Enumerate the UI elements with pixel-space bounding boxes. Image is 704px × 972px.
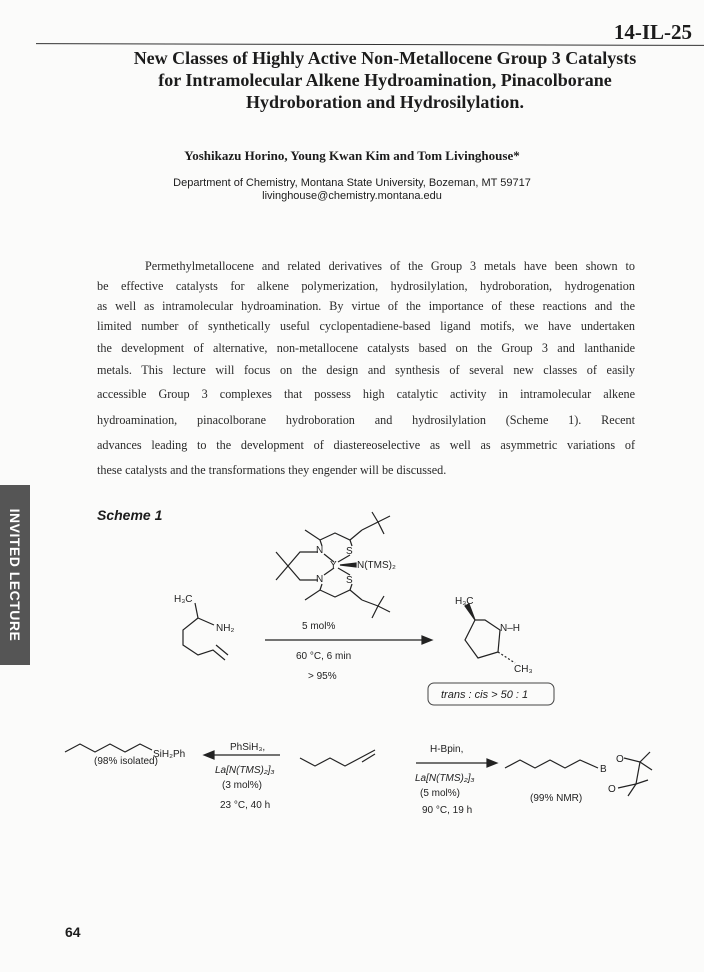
arrowhead-icon [487,759,497,767]
hydrosilylation-reagent: PhSiH₃, [230,742,266,753]
body-line: metals. This lecture will focus on the design and synthesis of several new classes of easily [97,363,635,377]
catalyst-s1: S [346,546,353,557]
body-line: advances leading to the development of diastereoselective as well as asymmetric variations of [97,438,635,452]
product-nh: N–H [500,623,521,634]
boronate-chain [505,760,598,768]
hydroamination-loading: 5 mol% [302,621,336,632]
hydroamination-yield: > 95% [308,671,337,682]
scheme-label: Scheme 1 [97,507,163,523]
oxygen-atom-2: O [608,784,616,795]
hexene-double-bond [362,754,375,762]
authors: Yoshikazu Horino, Young Kwan Kim and Tom Livinghouse* [184,148,520,163]
body-line: these catalysts and the transformations they engender will be discussed. [97,463,447,477]
hydrosilylation-catalyst: La[N(TMS)₂]₃ [215,765,275,776]
oxygen-atom-1: O [616,754,624,765]
hydroboration-yield: (99% NMR) [530,793,583,804]
hydrosilylation-loading: (3 mol%) [222,780,263,791]
body-line: be effective catalysts for alkene polymerization, hydrosilylation, hydroboration, hydrogenation [97,279,635,293]
silane-product-group: SiH₂Ph [153,749,186,760]
boron-atom: B [600,764,607,775]
substrate-amine: NH₂ [216,623,235,634]
arrowhead-icon [422,636,432,644]
pyrrolidine-product [455,596,533,675]
hydroboration-loading: (5 mol%) [420,788,461,799]
hydrosilylation-conditions: 23 °C, 40 h [220,800,271,811]
body-line: accessible Group 3 complexes that possess high catalytic activity in intramolecular alkene [97,387,635,401]
substrate-structure [174,594,234,660]
title-line-2: for Intramolecular Alkene Hydroamination, Pinacolborane [158,70,612,90]
product-methyl-2: CH₃ [514,664,533,675]
title-line-3: Hydroboration and Hydrosilylation. [246,92,524,112]
catalyst-metal: Y [330,560,337,571]
email: livinghouse@chemistry.montana.edu [262,190,442,202]
title-line-1: New Classes of Highly Active Non-Metallocene Group 3 Catalysts [133,48,637,68]
hexyl-chain [65,744,152,752]
page-number: 64 [65,924,81,940]
body-line: Permethylmetallocene and related derivatives of the Group 3 metals have been shown to [145,259,635,273]
substrate-methyl: H₃C [174,594,193,605]
body-line: limited number of synthetically useful cyclopentadiene-based ligand motifs, we have undertaken [97,319,635,333]
paper-code: 14-IL-25 [613,20,692,44]
catalyst-ligand: N(TMS)₂ [357,560,396,571]
catalyst-s2: S [346,575,353,586]
body-line: as well as intramolecular hydroamination. By virtue of the importance of these reactions and the [97,299,635,313]
arrowhead-icon [204,751,214,759]
hydroamination-conditions: 60 °C, 6 min [296,651,352,662]
hydroboration-catalyst: La[N(TMS)₂]₃ [415,773,475,784]
hydrosilylation-yield: (98% isolated) [94,756,158,767]
body-line: hydroamination, pinacolborane hydroboration and hydrosilylation (Scheme 1). Recent [97,413,635,427]
product-methyl: H₃C [455,596,474,607]
selectivity: trans : cis > 50 : 1 [441,689,529,701]
body-line: the development of alternative, non-metallocene catalysts based on the Group 3 and lanthanide [97,341,635,355]
catalyst-structure [276,512,396,618]
hydroboration-conditions: 90 °C, 19 h [422,805,473,816]
side-tab-label: INVITED LECTURE [7,508,23,642]
catalyst-n1: N [316,545,324,556]
hexene [300,750,375,766]
catalyst-n2: N [316,574,324,585]
hydroboration-reagent: H-Bpin, [430,744,464,755]
affiliation: Department of Chemistry, Montana State University, Bozeman, MT 59717 [173,177,531,189]
